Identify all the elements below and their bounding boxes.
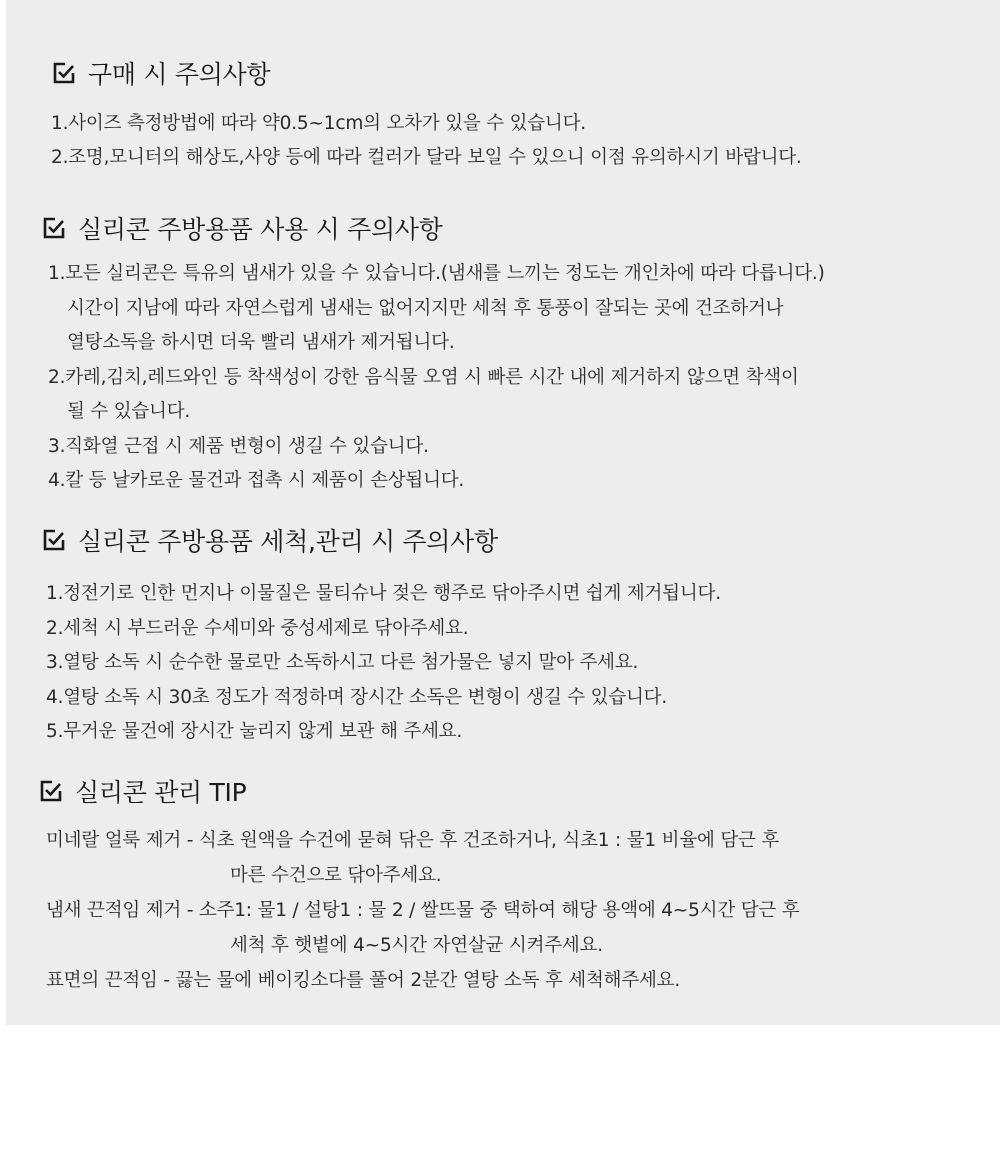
- notice-line: 2.조명,모니터의 해상도,사양 등에 따라 컬러가 달라 보일 수 있으니 이점 유의하시기 바랍니다.: [51, 147, 802, 168]
- section-title: 실리콘 주방용품 세척,관리 시 주의사항: [78, 527, 498, 556]
- section-title: 실리콘 주방용품 사용 시 주의사항: [78, 215, 443, 244]
- section-heading: [52, 56, 270, 90]
- notice-line: 4.열탕 소독 시 30초 정도가 적정하며 장시간 소독은 변형이 생길 수 있습니다.: [46, 687, 668, 708]
- notice-line: 3.열탕 소독 시 순수한 물로만 소독하시고 다른 첨가물은 넣지 말아 주세요.: [46, 652, 639, 673]
- notice-line: 2.세척 시 부드러운 수세미와 중성세제로 닦아주세요.: [46, 618, 469, 639]
- tip-line: 마른 수건으로 닦아주세요.: [230, 865, 442, 886]
- notice-line: 1.사이즈 측정방법에 따라 약0.5~1cm의 오차가 있을 수 있습니다.: [51, 113, 586, 134]
- notice-panel: [6, 0, 1000, 1025]
- notice-line: 1.모든 실리콘은 특유의 냄새가 있을 수 있습니다.(냄새를 느끼는 정도는 개인차에 따라 다릅니다.): [48, 263, 825, 284]
- tip-line: 냄새 끈적임 제거 - 소주1: 물1 / 설탕1 : 물 2 / 쌀뜨물 중 택하여 해당 용액에 4~5시간 담근 후: [46, 900, 800, 921]
- checkbox-checked-icon: [42, 528, 66, 552]
- notice-line: 5.무거운 물건에 장시간 눌리지 않게 보관 해 주세요.: [46, 721, 463, 742]
- notice-line: 2.카레,김치,레드와인 등 착색성이 강한 음식물 오염 시 빠른 시간 내에 제거하지 않으면 착색이: [48, 367, 799, 388]
- notice-line: 될 수 있습니다.: [67, 401, 191, 422]
- notice-line: 1.정전기로 인한 먼지나 이물질은 물티슈나 젖은 행주로 닦아주시면 쉽게 제거됩니다.: [46, 583, 721, 604]
- checkbox-checked-icon: [52, 61, 76, 85]
- notice-line: 열탕소독을 하시면 더욱 빨리 냄새가 제거됩니다.: [67, 332, 455, 353]
- checkbox-checked-icon: [42, 216, 66, 240]
- section-heading: [42, 523, 498, 557]
- section-heading: [42, 211, 443, 245]
- tip-line: 세척 후 햇볕에 4~5시간 자연살균 시켜주세요.: [230, 935, 603, 956]
- section-title: 실리콘 관리 TIP: [75, 778, 247, 807]
- checkbox-checked-icon: [39, 779, 63, 803]
- tip-line: 미네랄 얼룩 제거 - 식초 원액을 수건에 묻혀 닦은 후 건조하거나, 식초1 : 물1 비율에 담근 후: [46, 830, 780, 851]
- notice-line: 3.직화열 근접 시 제품 변형이 생길 수 있습니다.: [48, 436, 429, 457]
- notice-line: 시간이 지남에 따라 자연스럽게 냄새는 없어지지만 세척 후 통풍이 잘되는 곳에 건조하거나: [67, 298, 784, 319]
- notice-line: 4.칼 등 날카로운 물건과 접촉 시 제품이 손상됩니다.: [48, 470, 465, 491]
- section-heading: [39, 774, 246, 808]
- section-title: 구매 시 주의사항: [88, 60, 271, 89]
- tip-line: 표면의 끈적임 - 끓는 물에 베이킹소다를 풀어 2분간 열탕 소독 후 세척해주세요.: [46, 970, 681, 991]
